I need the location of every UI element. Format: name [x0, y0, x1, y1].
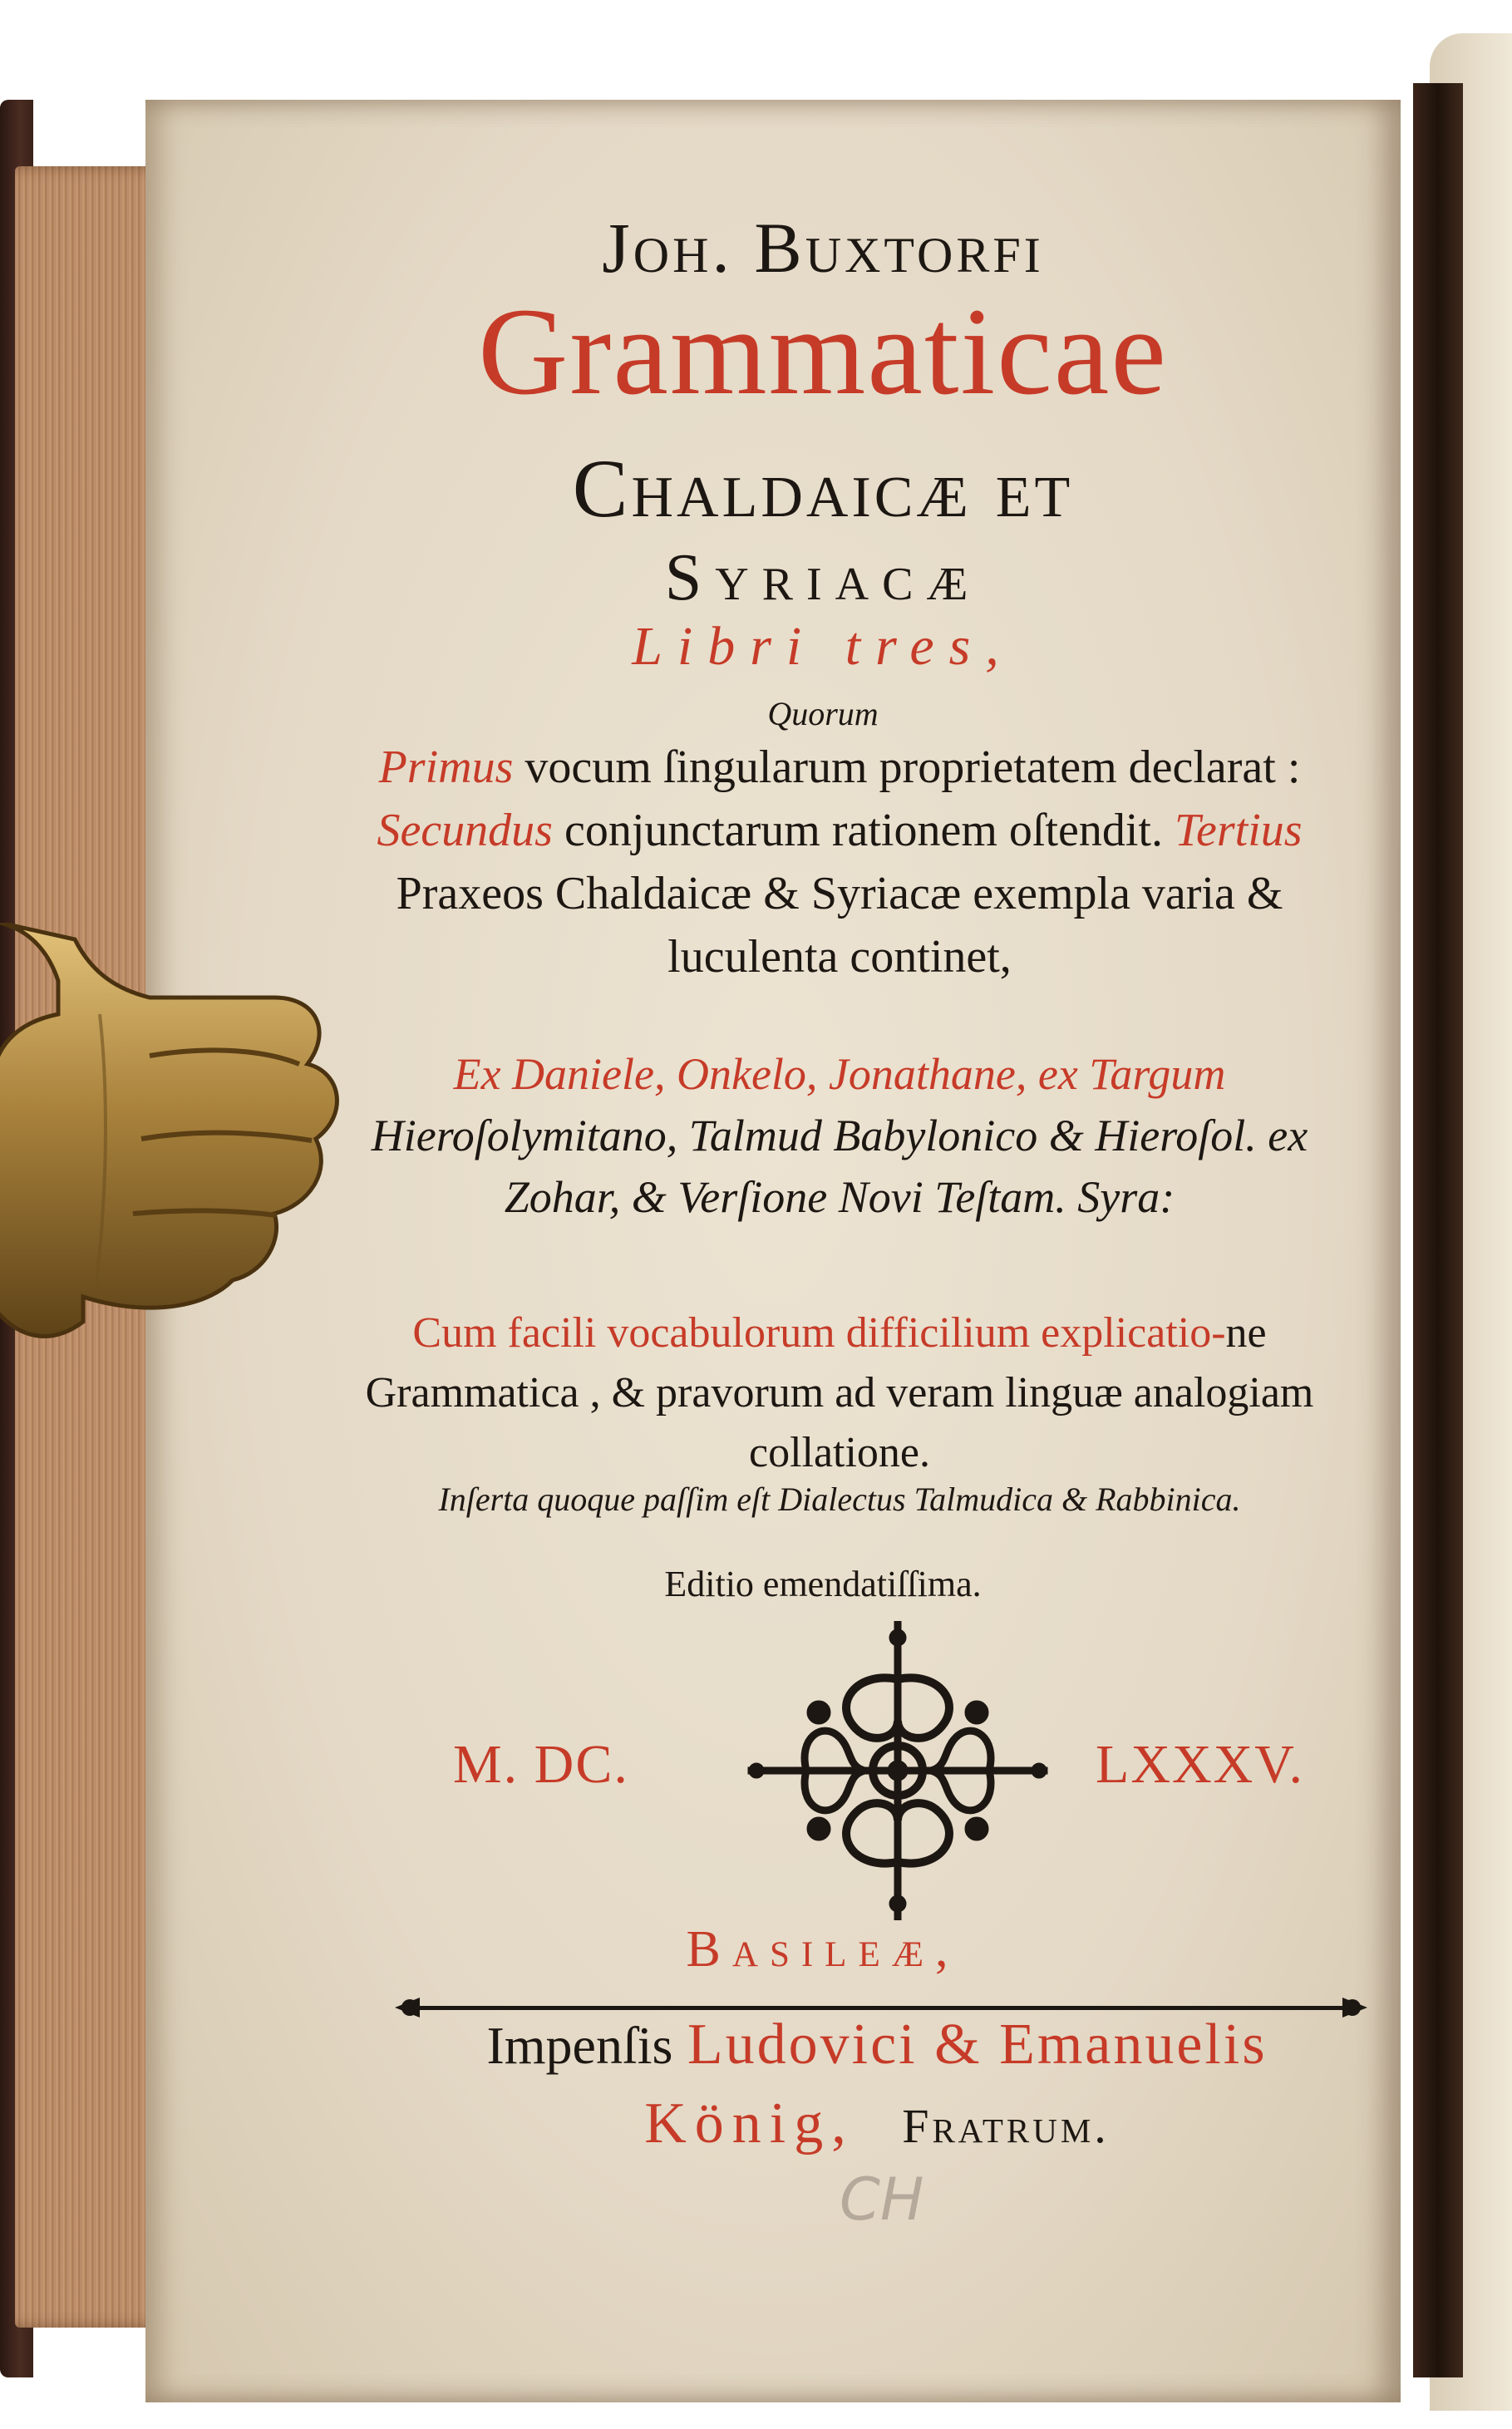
edition-line: Editio emendatiſſima. — [664, 1564, 982, 1604]
konig-line — [378, 2091, 1376, 2157]
title-line-syriacae: Syriacæ — [664, 541, 982, 614]
quorum-line: Quorum — [767, 695, 879, 732]
printers-ornament-icon — [740, 1621, 1056, 1920]
printers-names: Ludovici & Emanuelis — [687, 2013, 1268, 2077]
year-left: M. DC. — [453, 1734, 629, 1795]
title-main: Grammaticae — [478, 283, 1168, 421]
year-right: LXXXV. — [1096, 1734, 1304, 1795]
explanation-red: Cum facili vocabulorum difficilium explicatio- — [412, 1309, 1226, 1357]
pencil-annotation: CH — [840, 2165, 924, 2234]
impensis-word: Impenſis — [486, 2016, 673, 2075]
explanation-black: ne Grammatica , & pravorum ad veram linguæ analogiam collatione. — [365, 1309, 1314, 1476]
primus-text: vocum ſingularum proprietatem declarat : — [513, 742, 1301, 793]
tertius-text: Praxeos Chaldaicæ & Syriacæ exempla varia & luculenta continet, — [396, 868, 1283, 983]
konig-word: König, — [644, 2092, 855, 2156]
sources-black: Hieroſolymitano, Talmud Babylonico & Hieroſol. ex Zohar, & Verſione Novi Teſtam. Syra: — [371, 1111, 1308, 1222]
primus-label: Primus — [378, 742, 514, 793]
tertius-label: Tertius — [1174, 805, 1303, 856]
title-line-chaldaicae: Chaldaicæ et — [572, 442, 1074, 535]
author-line: Joh. Buxtorfi — [602, 208, 1044, 288]
description-paragraph — [324, 736, 1355, 988]
secundus-text: conjunctarum rationem oſtendit. — [552, 805, 1175, 856]
bronze-hand-icon — [0, 923, 374, 1355]
fratrum-word: Fratrum. — [902, 2099, 1110, 2153]
title-line-libri-tres: Libri tres, — [632, 616, 1014, 677]
explanation-paragraph — [324, 1303, 1355, 1483]
sources-red: Ex Daniele, Onkelo, Jonathane, ex Targum — [453, 1049, 1226, 1099]
impensis-line — [378, 2012, 1376, 2078]
sources-paragraph — [324, 1043, 1355, 1228]
secundus-label: Secundus — [377, 805, 553, 856]
insertion-note: Inſerta quoque paſſim eſt Dialectus Talmudica & Rabbinica. — [438, 1481, 1241, 1518]
book-gutter — [1413, 83, 1463, 2377]
place-line: Basileæ, — [686, 1921, 960, 1978]
